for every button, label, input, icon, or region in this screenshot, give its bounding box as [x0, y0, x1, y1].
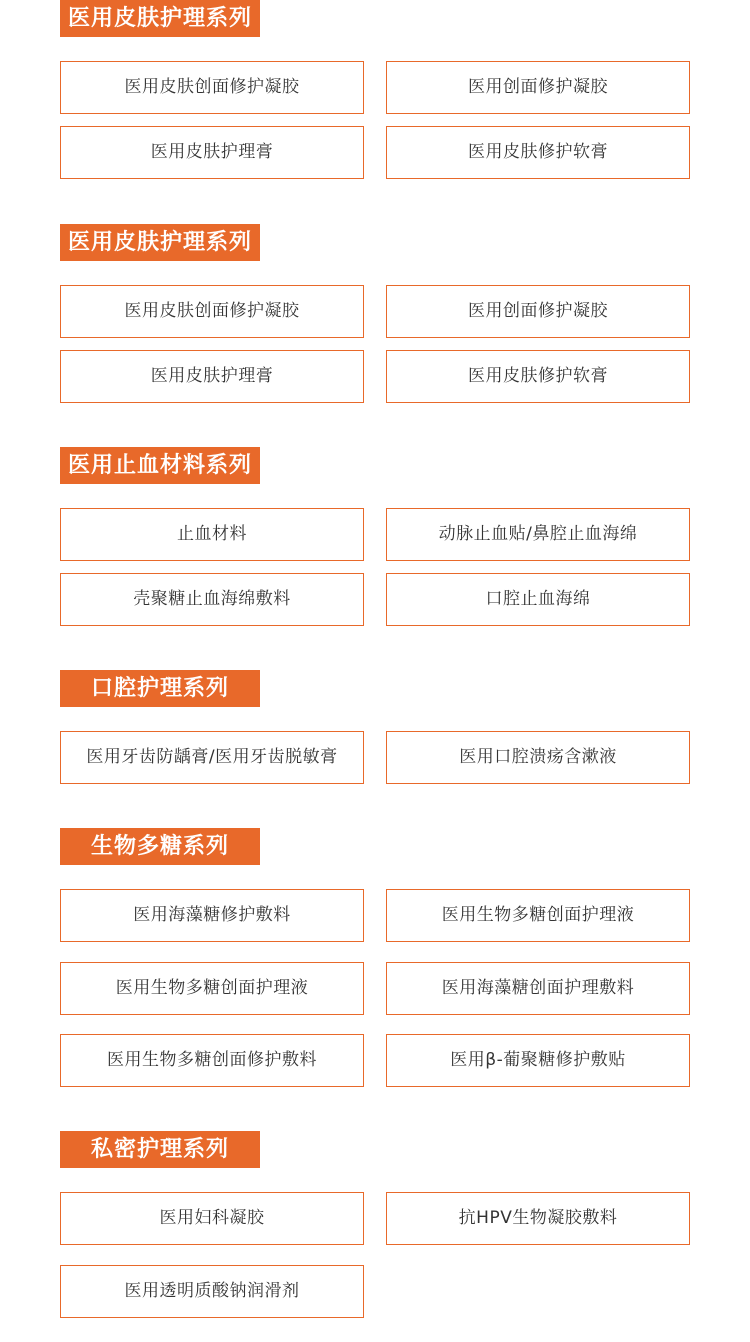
product-button[interactable]: 医用海藻糖修护敷料 [60, 889, 364, 942]
product-button[interactable]: 医用β-葡聚糖修护敷贴 [386, 1034, 690, 1087]
product-button[interactable]: 医用牙齿防龋膏/医用牙齿脱敏膏 [60, 731, 364, 784]
product-button[interactable]: 口腔止血海绵 [386, 573, 690, 626]
product-button[interactable]: 医用透明质酸钠润滑剂 [60, 1265, 364, 1318]
product-button[interactable]: 医用生物多糖创面护理液 [386, 889, 690, 942]
product-button[interactable]: 医用皮肤护理膏 [60, 350, 364, 403]
product-button[interactable]: 医用创面修护凝胶 [386, 61, 690, 114]
product-button[interactable]: 医用生物多糖创面修护敷料 [60, 1034, 364, 1087]
section-title-hemostatic: 医用止血材料系列 [60, 447, 260, 484]
section-title-skin-care-1: 医用皮肤护理系列 [60, 0, 260, 37]
section-title-oral-care: 口腔护理系列 [60, 670, 260, 707]
product-button[interactable]: 医用生物多糖创面护理液 [60, 962, 364, 1015]
section-title-polysaccharide: 生物多糖系列 [60, 828, 260, 865]
section-title-intimate-care: 私密护理系列 [60, 1131, 260, 1168]
product-button[interactable]: 医用海藻糖创面护理敷料 [386, 962, 690, 1015]
product-button[interactable]: 医用创面修护凝胶 [386, 285, 690, 338]
product-button[interactable]: 医用皮肤修护软膏 [386, 350, 690, 403]
product-button[interactable]: 医用妇科凝胶 [60, 1192, 364, 1245]
product-button[interactable]: 止血材料 [60, 508, 364, 561]
product-button[interactable]: 医用皮肤创面修护凝胶 [60, 61, 364, 114]
product-button[interactable]: 壳聚糖止血海绵敷料 [60, 573, 364, 626]
product-button[interactable]: 医用皮肤修护软膏 [386, 126, 690, 179]
product-button[interactable]: 动脉止血贴/鼻腔止血海绵 [386, 508, 690, 561]
section-title-skin-care-2: 医用皮肤护理系列 [60, 224, 260, 261]
product-button[interactable]: 抗HPV生物凝胶敷料 [386, 1192, 690, 1245]
product-button[interactable]: 医用皮肤护理膏 [60, 126, 364, 179]
product-button[interactable]: 医用口腔溃疡含漱液 [386, 731, 690, 784]
product-button[interactable]: 医用皮肤创面修护凝胶 [60, 285, 364, 338]
